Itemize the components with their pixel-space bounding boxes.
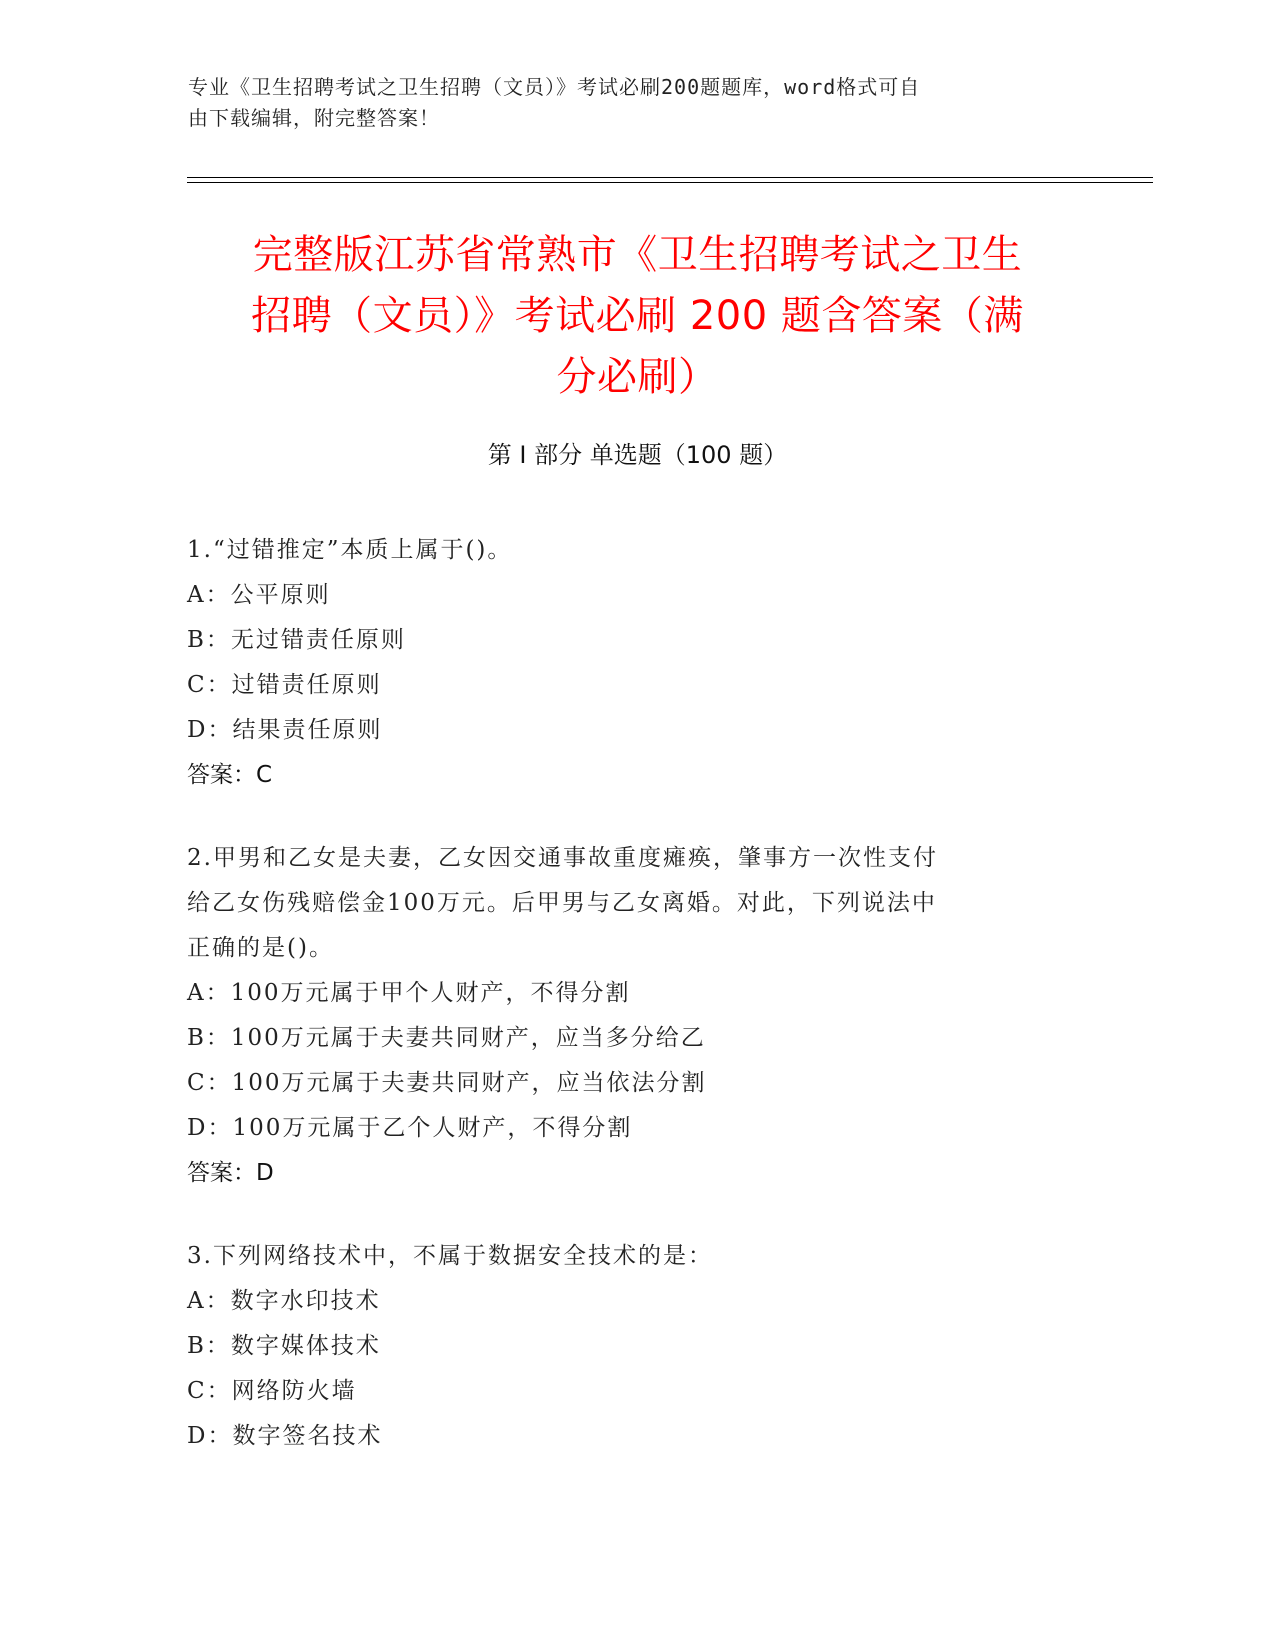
- question-list: [187, 528, 1077, 1497]
- header-note-line-2: 由下载编辑，附完整答案！: [188, 106, 440, 130]
- document-title-line-2: 招聘（文员）》考试必刷 200 题含答案（满: [251, 293, 1024, 339]
- option-b: B：100万元属于夫妻共同财产，应当多分给乙: [187, 1025, 706, 1051]
- option-a: A：100万元属于甲个人财产，不得分割: [187, 980, 631, 1006]
- option-a: A：公平原则: [187, 582, 331, 608]
- question-stem-line-2: 给乙女伤残赔偿金100万元。后甲男与乙女离婚。对此，下列说法中: [187, 890, 937, 916]
- header-divider-top: [187, 177, 1153, 178]
- header-note-line-1: 专业《卫生招聘考试之卫生招聘（文员）》考试必刷200题题库，word格式可自: [188, 75, 921, 99]
- option-d: D：结果责任原则: [187, 717, 383, 743]
- option-a: A：数字水印技术: [187, 1288, 381, 1314]
- question-stem: 3.下列网络技术中，不属于数据安全技术的是：: [187, 1243, 713, 1269]
- answer-line: 答案：D: [187, 1160, 274, 1186]
- question-stem: 1.“过错推定”本质上属于()。: [187, 537, 513, 563]
- question-3: [187, 1234, 1077, 1459]
- option-d: D：数字签名技术: [187, 1423, 383, 1449]
- header-divider-bottom: [187, 182, 1153, 183]
- option-b: B：无过错责任原则: [187, 627, 406, 653]
- question-1: [187, 528, 1077, 798]
- header-note: [188, 72, 1068, 134]
- document-title-line-3: 分必刷）: [556, 354, 719, 400]
- answer-line: 答案：C: [187, 762, 273, 788]
- option-c: C：100万元属于夫妻共同财产，应当依法分割: [187, 1070, 707, 1096]
- option-b: B：数字媒体技术: [187, 1333, 381, 1359]
- option-c: C：网络防火墙: [187, 1378, 357, 1404]
- option-d: D：100万元属于乙个人财产，不得分割: [187, 1115, 633, 1141]
- question-stem-line-3: 正确的是()。: [187, 935, 334, 961]
- section-heading: 第 I 部分 单选题（100 题）: [487, 441, 788, 469]
- question-stem-line-1: 2.甲男和乙女是夫妻，乙女因交通事故重度瘫痪，肇事方一次性支付: [187, 845, 938, 871]
- question-2: [187, 836, 1077, 1196]
- option-c: C：过错责任原则: [187, 672, 382, 698]
- document-title: [190, 225, 1085, 408]
- document-title-line-1: 完整版江苏省常熟市《卫生招聘考试之卫生: [252, 232, 1023, 278]
